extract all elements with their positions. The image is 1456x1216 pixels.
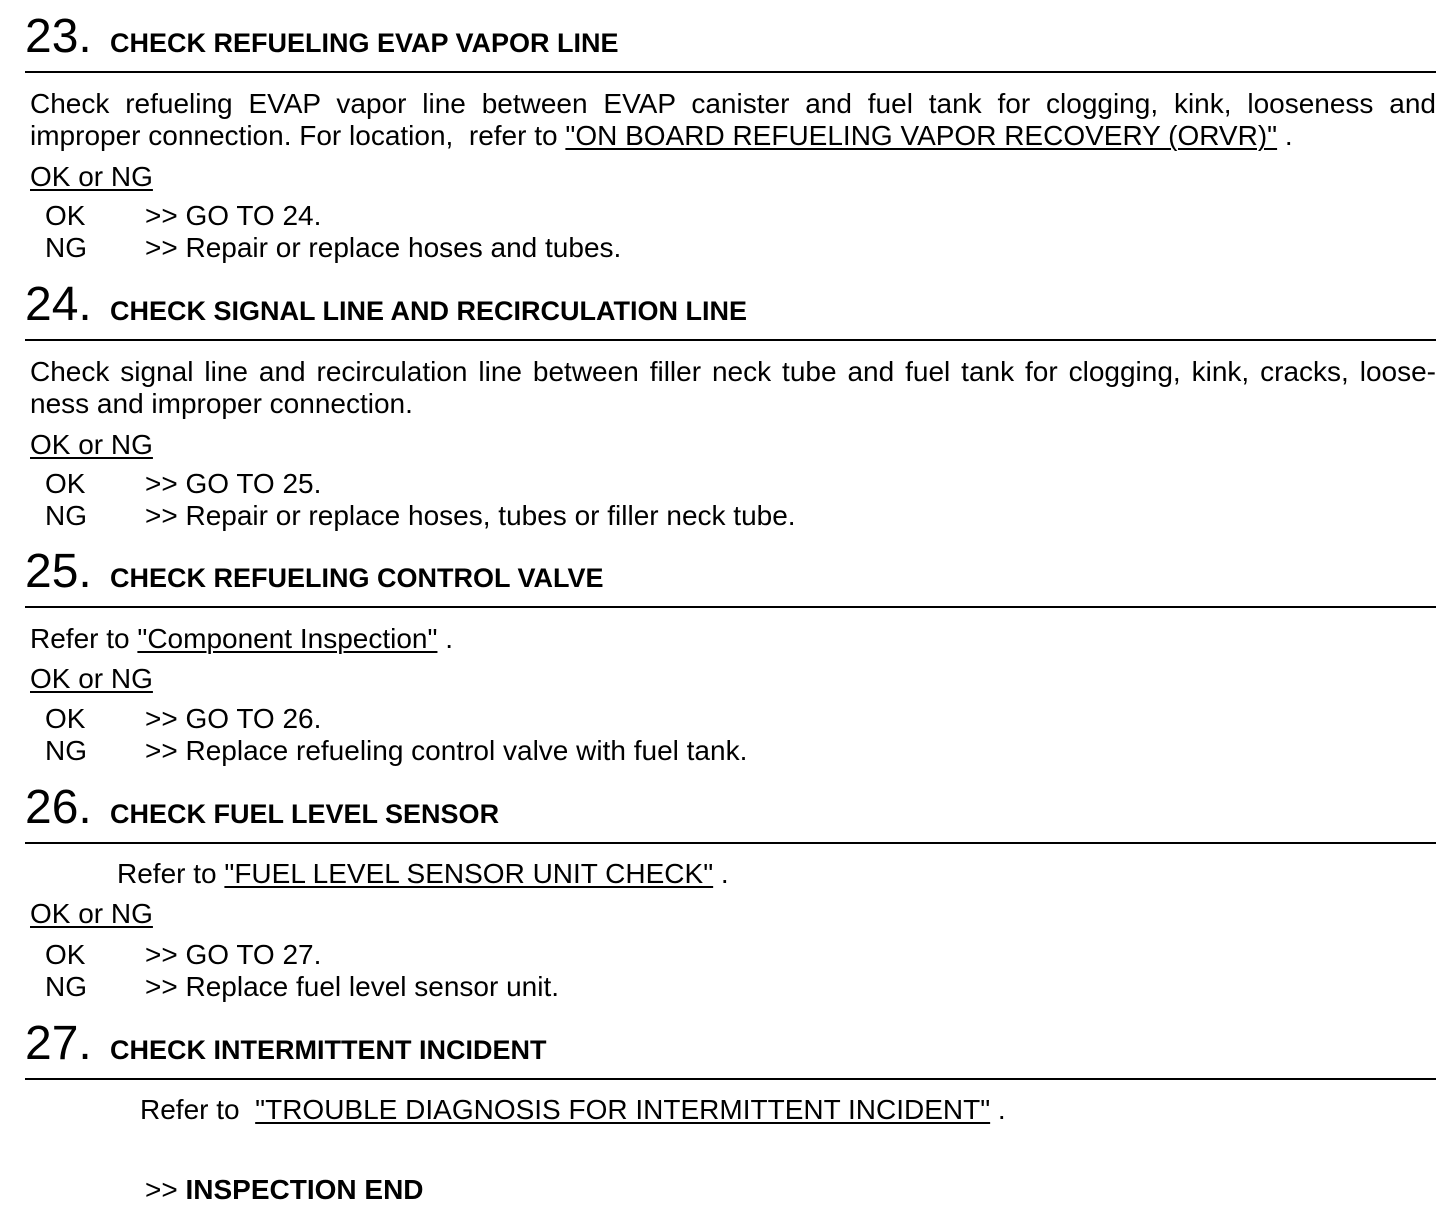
section-rule bbox=[25, 842, 1436, 844]
component-inspection-link[interactable]: "Component Inspection" bbox=[137, 623, 438, 654]
body-text: . bbox=[990, 1094, 1006, 1125]
result-action-ok: >> GO TO 26. bbox=[145, 703, 322, 734]
body-text: Refer to bbox=[30, 623, 138, 654]
orvr-reference-link[interactable]: "ON BOARD REFUELING VAPOR RECOVERY (ORVR)" bbox=[565, 120, 1278, 151]
step-body-line bbox=[117, 858, 729, 890]
result-action-ok: >> GO TO 24. bbox=[145, 200, 322, 231]
result-code-ng: NG bbox=[45, 500, 87, 531]
body-text: Refer to bbox=[117, 858, 225, 889]
body-text: improper connection. For location, refer to bbox=[30, 120, 566, 151]
inspection-end bbox=[145, 1174, 424, 1206]
section-rule bbox=[25, 339, 1436, 341]
step-27-section bbox=[0, 1007, 1456, 1216]
result-code-ok: OK bbox=[45, 468, 86, 499]
result-action-ok: >> GO TO 27. bbox=[145, 939, 322, 970]
step-body-line bbox=[30, 623, 453, 655]
end-label: INSPECTION END bbox=[185, 1174, 424, 1205]
step-number: 25. bbox=[25, 545, 92, 598]
step-25-section bbox=[0, 535, 1456, 795]
result-label: OK or NG bbox=[30, 898, 153, 929]
result-code-ok: OK bbox=[45, 703, 86, 734]
result-code-ng: NG bbox=[45, 232, 87, 263]
result-action-ng: >> Repair or replace hoses and tubes. bbox=[145, 232, 622, 263]
step-title: CHECK INTERMITTENT INCIDENT bbox=[110, 1035, 547, 1065]
step-body-line: Check refueling EVAP vapor line between EVAP canister and fuel tank for clogging, kink, looseness and bbox=[30, 88, 1436, 119]
section-rule bbox=[25, 71, 1436, 73]
body-text: . bbox=[713, 858, 729, 889]
end-arrow: >> bbox=[145, 1174, 186, 1205]
result-label: OK or NG bbox=[30, 663, 153, 694]
intermittent-incident-link[interactable]: "TROUBLE DIAGNOSIS FOR INTERMITTENT INCIDENT" bbox=[255, 1094, 991, 1125]
fuel-level-sensor-check-link[interactable]: "FUEL LEVEL SENSOR UNIT CHECK" bbox=[224, 858, 714, 889]
step-number: 26. bbox=[25, 781, 92, 834]
step-title: CHECK REFUELING EVAP VAPOR LINE bbox=[110, 28, 619, 58]
step-body-line: ness and improper connection. bbox=[30, 388, 413, 419]
result-action-ng: >> Replace refueling control valve with fuel tank. bbox=[145, 735, 748, 766]
step-number: 24. bbox=[25, 278, 92, 331]
result-code-ng: NG bbox=[45, 735, 87, 766]
section-rule bbox=[25, 1078, 1436, 1080]
section-rule bbox=[25, 606, 1436, 608]
result-code-ng: NG bbox=[45, 971, 87, 1002]
step-title: CHECK FUEL LEVEL SENSOR bbox=[110, 799, 500, 829]
step-number: 27. bbox=[25, 1017, 92, 1070]
step-number: 23. bbox=[25, 10, 92, 63]
result-action-ok: >> GO TO 25. bbox=[145, 468, 322, 499]
step-title: CHECK SIGNAL LINE AND RECIRCULATION LINE bbox=[110, 296, 748, 326]
step-26-section bbox=[0, 771, 1456, 1031]
result-code-ok: OK bbox=[45, 939, 86, 970]
step-24-section bbox=[0, 268, 1456, 531]
step-body-line bbox=[30, 120, 1293, 152]
result-action-ng: >> Repair or replace hoses, tubes or filler neck tube. bbox=[145, 500, 796, 531]
result-action-ng: >> Replace fuel level sensor unit. bbox=[145, 971, 560, 1002]
step-body-line bbox=[140, 1094, 1006, 1126]
body-text: Refer to bbox=[140, 1094, 256, 1125]
result-code-ok: OK bbox=[45, 200, 86, 231]
result-label: OK or NG bbox=[30, 161, 153, 192]
result-label: OK or NG bbox=[30, 429, 153, 460]
body-text: . bbox=[1277, 120, 1293, 151]
step-body-line: Check signal line and recirculation line between filler neck tube and fuel tank for clogging, kink, cracks, loose- bbox=[30, 356, 1436, 387]
body-text: . bbox=[437, 623, 454, 654]
step-title: CHECK REFUELING CONTROL VALVE bbox=[110, 563, 604, 593]
step-23-section bbox=[0, 0, 1456, 263]
